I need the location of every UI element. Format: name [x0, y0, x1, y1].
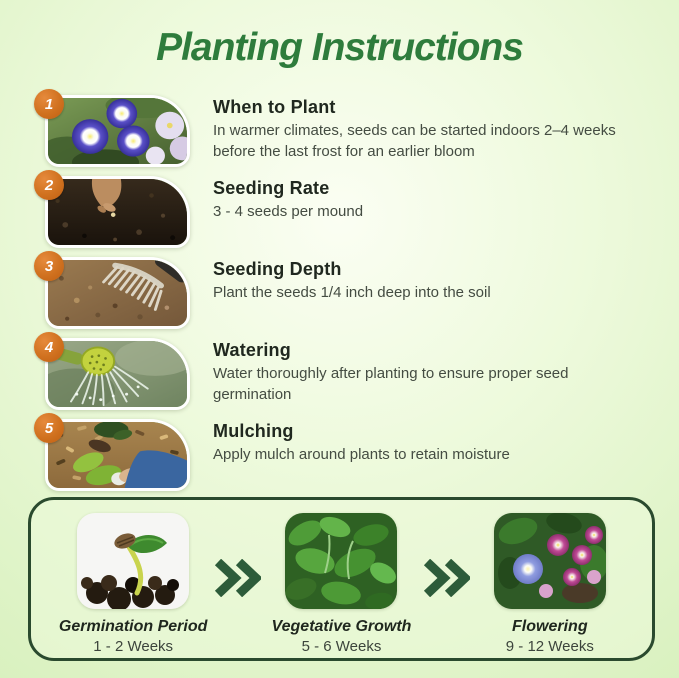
- step-when-to-plant: [45, 95, 659, 167]
- step-description: 3 - 4 seeds per mound: [213, 203, 364, 220]
- stage-germination: [53, 513, 213, 655]
- step-description: Apply mulch around plants to retain moisture: [213, 446, 510, 463]
- step-title: Seeding Rate: [213, 178, 330, 198]
- step-number-badge: 5: [34, 413, 64, 443]
- stage-duration: 5 - 6 Weeks: [301, 638, 382, 655]
- step-4-photo: [45, 338, 190, 410]
- step-description: Water thoroughly after planting to ensure proper seed germination: [213, 365, 569, 403]
- stage-2-photo: [285, 513, 397, 609]
- stage-vegetative-growth: [261, 513, 421, 655]
- step-number-badge: 1: [34, 89, 64, 119]
- step-1-photo: [45, 95, 190, 167]
- stage-3-photo: [494, 513, 606, 609]
- watering-can-sprinkler-icon: [48, 341, 187, 407]
- step-description: Plant the seeds 1/4 inch deep into the soil: [213, 284, 491, 301]
- stage-duration: 1 - 2 Weeks: [93, 638, 174, 655]
- step-description: In warmer climates, seeds can be started indoors 2–4 weeks before the last frost for an earlier bloom: [213, 122, 616, 160]
- step-number-badge: 4: [34, 332, 64, 362]
- green-leaves-icon: [285, 513, 397, 609]
- step-number-badge: 2: [34, 170, 64, 200]
- step-seeding-depth: [45, 257, 659, 329]
- double-chevron-right-icon: [422, 559, 470, 597]
- rake-in-soil-icon: [48, 260, 187, 326]
- step-number-badge: 3: [34, 251, 64, 281]
- step-2-photo: [45, 176, 190, 248]
- step-3-photo: [45, 257, 190, 329]
- step-5-photo: [45, 419, 190, 491]
- step-mulching: [45, 419, 659, 491]
- step-title: Seeding Depth: [213, 259, 342, 279]
- stage-label: Flowering: [512, 618, 588, 635]
- step-title: When to Plant: [213, 97, 336, 117]
- stage-duration: 9 - 12 Weeks: [505, 638, 594, 655]
- morning-glory-flowers-icon: [48, 98, 187, 164]
- step-title: Watering: [213, 340, 291, 360]
- growth-timeline-panel: [28, 497, 655, 661]
- steps-list: [45, 95, 659, 491]
- step-title: Mulching: [213, 421, 294, 441]
- seed-sprout-icon: [77, 513, 189, 609]
- step-watering: [45, 338, 659, 410]
- stage-flowering: [470, 513, 630, 655]
- purple-flowers-icon: [494, 513, 606, 609]
- double-chevron-right-icon: [213, 559, 261, 597]
- mulching-hands-icon: [48, 422, 187, 488]
- step-seeding-rate: [45, 176, 659, 248]
- stage-label: Germination Period: [58, 618, 208, 635]
- stage-1-photo: [77, 513, 189, 609]
- stage-label: Vegetative Growth: [271, 618, 412, 635]
- hand-sowing-seeds-icon: [48, 179, 187, 245]
- page-title: Planting Instructions: [156, 26, 523, 69]
